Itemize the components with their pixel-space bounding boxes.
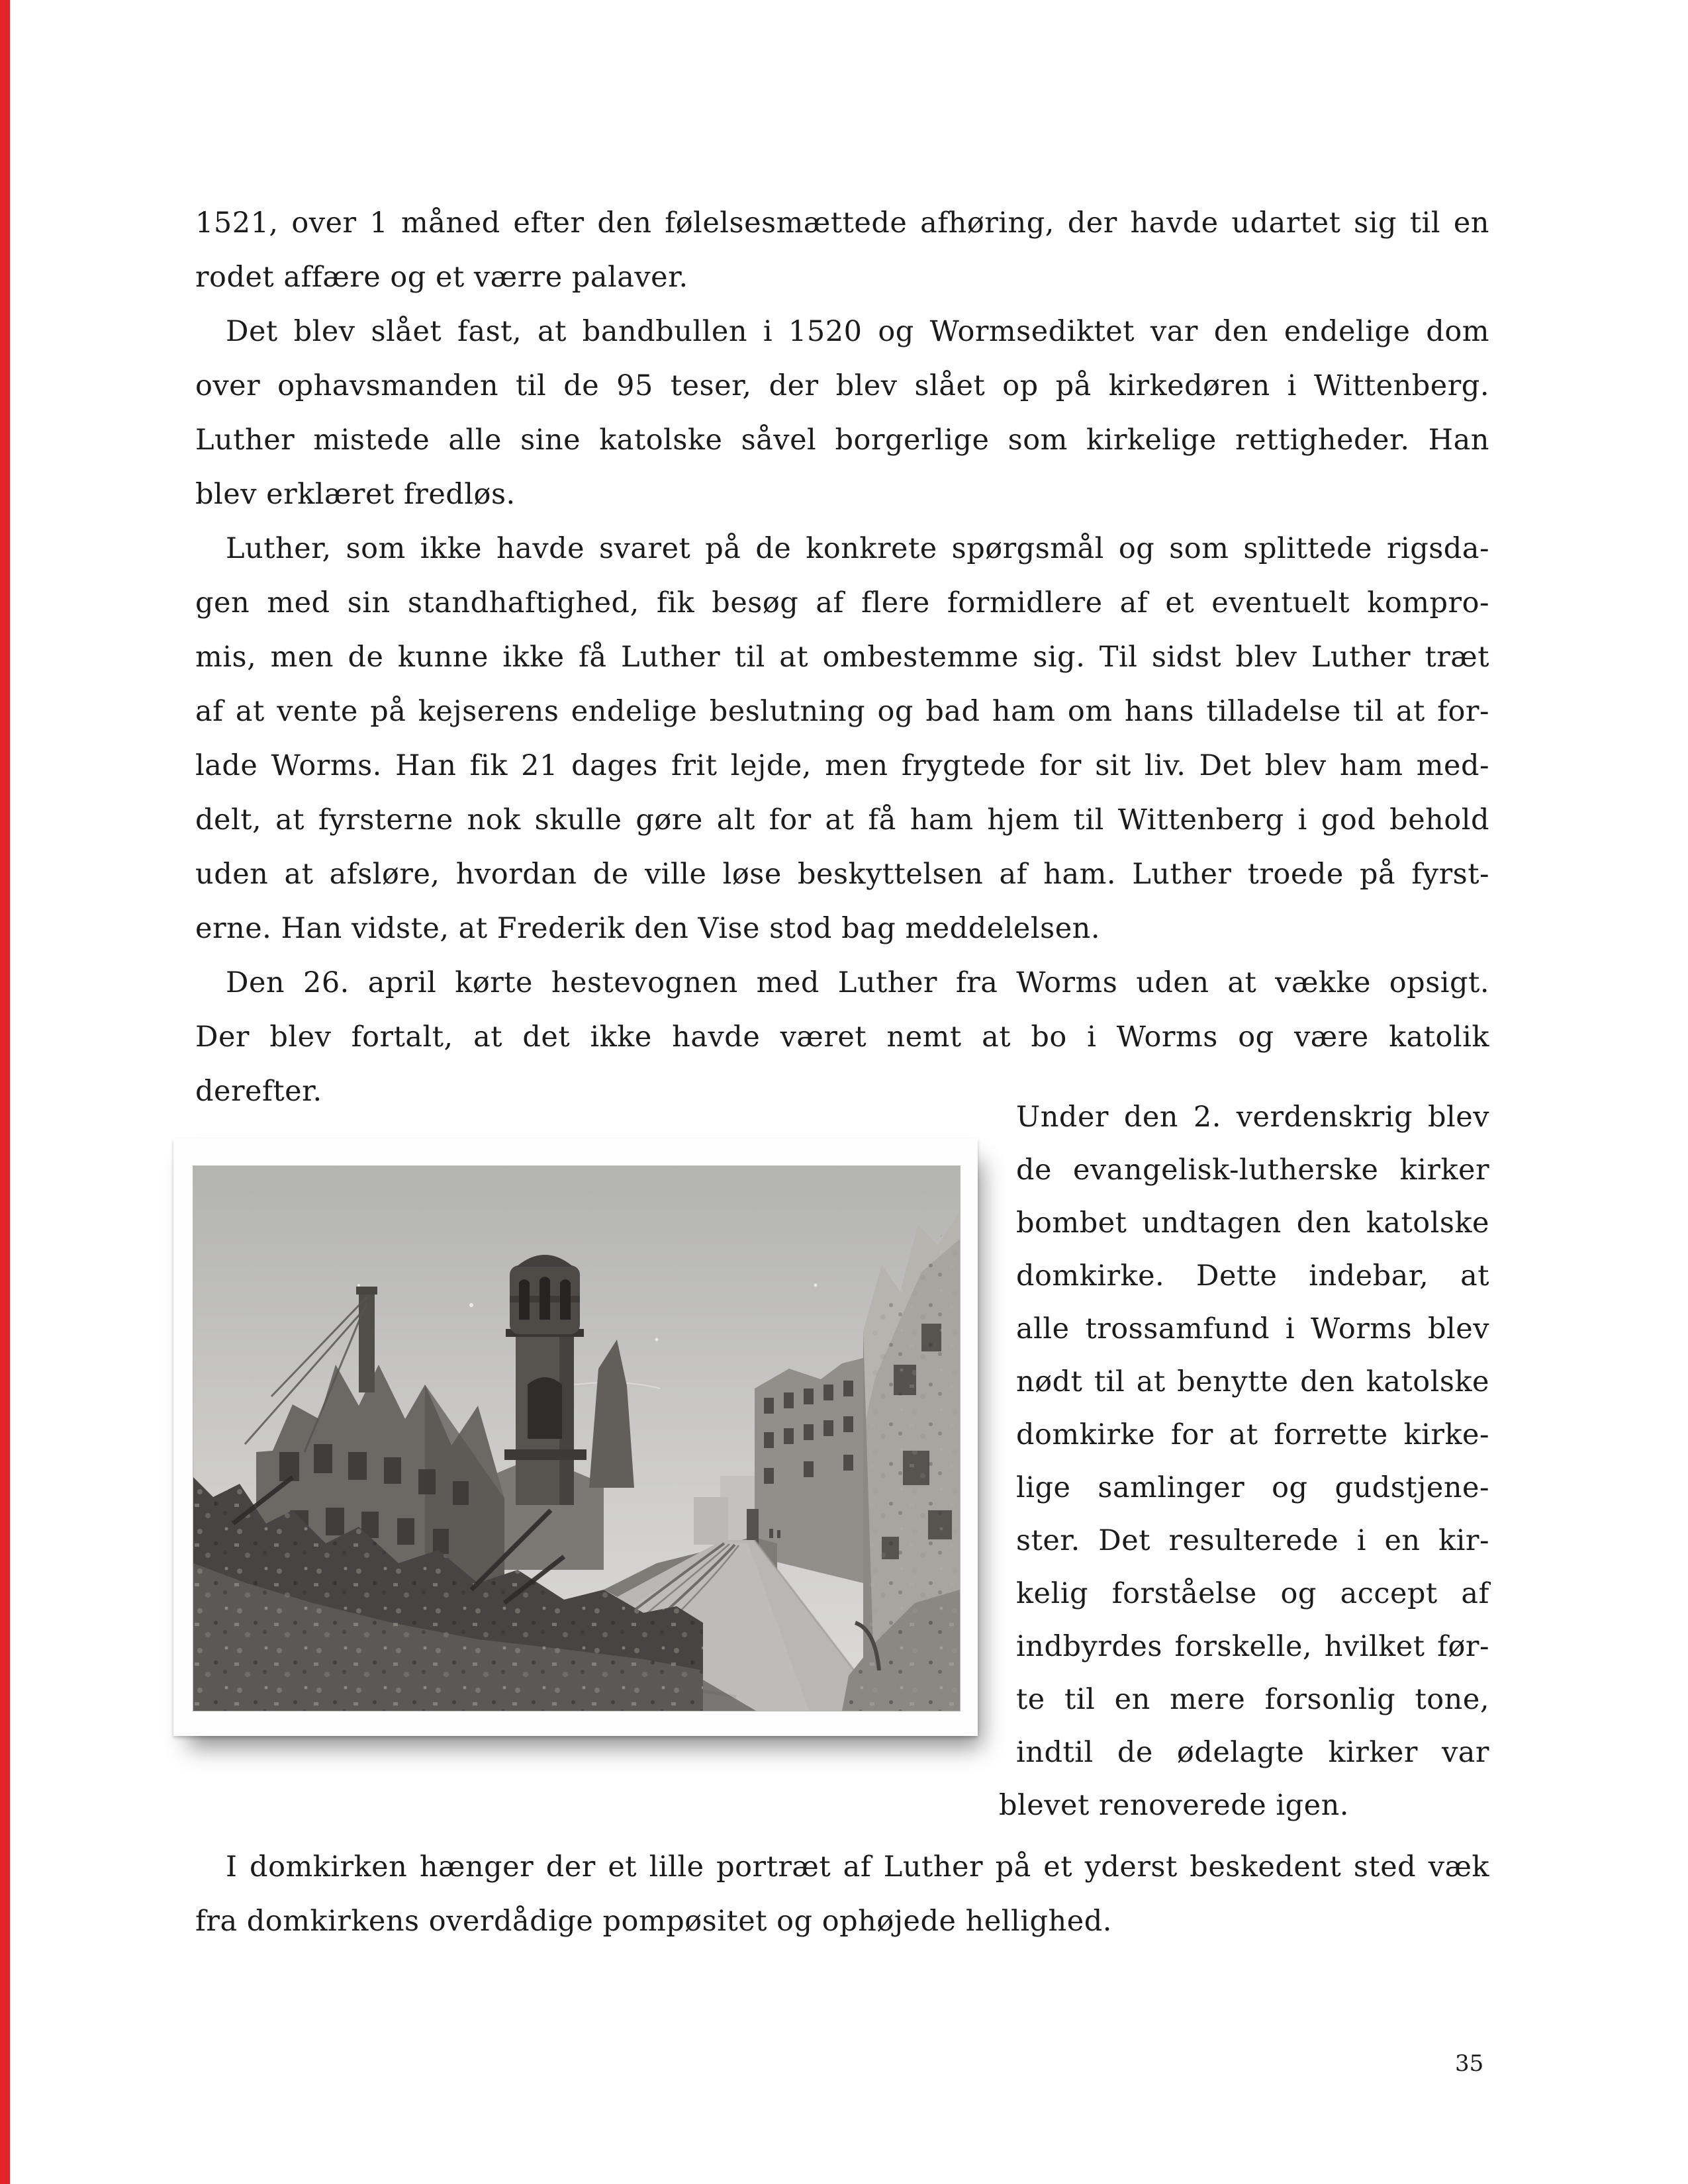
text-line: domkirke. Dette indebar, at <box>1016 1259 1489 1293</box>
text-line: af at vente på kejserens endelige beslutning og bad ham om hans tilladelse til at for- <box>195 695 1489 728</box>
text-line: bombet undtagen den katolske <box>1016 1206 1489 1240</box>
text-line: ster. Det resulterede i en kir- <box>1016 1524 1489 1557</box>
text-line: lige samlinger og gudstjene- <box>1016 1471 1489 1504</box>
text-line: derefter. <box>195 1075 322 1108</box>
text-line: Det blev slået fast, at bandbullen i 1520 og Wormsediktet var den endelige dom <box>226 315 1489 348</box>
text-line: 1521, over 1 måned efter den følelsesmættede afhøring, der havde udartet sig til en <box>195 206 1489 240</box>
photo-side-text-block <box>999 1091 1489 1832</box>
text-line: alle trossamfund i Worms blev <box>1016 1312 1489 1345</box>
text-line: mis, men de kunne ikke få Luther til at ombestemme sig. Til sidst blev Luther træt <box>195 641 1489 674</box>
closing-text-block <box>195 1840 1489 1948</box>
text-line: over ophavsmanden til de 95 teser, der blev slået op på kirkedøren i Wittenberg. <box>195 369 1489 402</box>
text-line: I domkirken hænger der et lille portræt af Luther på et yderst beskedent sted væk <box>226 1850 1489 1884</box>
photo-worms-ruins <box>173 1138 978 1736</box>
text-line: Den 26. april kørte hestevognen med Luther fra Worms uden at vække opsigt. <box>226 966 1489 999</box>
text-line: Under den 2. verdenskrig blev <box>1016 1101 1489 1134</box>
text-line: te til en mere forsonlig tone, <box>1016 1683 1489 1716</box>
text-line: nødt til at benytte den katolske <box>1016 1365 1489 1398</box>
text-line: lade Worms. Han fik 21 dages frit lejde, men frygtede for sit liv. Det blev ham med- <box>195 749 1489 782</box>
text-line: Der blev fortalt, at det ikke havde været nemt at bo i Worms og være katolik <box>195 1021 1489 1054</box>
text-line: kelig forståelse og accept af <box>1016 1577 1489 1610</box>
text-line: indbyrdes forskelle, hvilket før- <box>1016 1630 1489 1663</box>
text-line: delt, at fyrsterne nok skulle gøre alt for at få ham hjem til Wittenberg i god behold <box>195 803 1489 837</box>
spine-accent-stripe <box>0 0 10 2184</box>
text-line: Luther mistede alle sine katolske såvel borgerlige som kirkelige rettigheder. Han <box>195 424 1489 457</box>
text-line: uden at afsløre, hvordan de ville løse beskyttelsen af ham. Luther troede på fyrst- <box>195 858 1489 891</box>
text-line: rodet affære og et værre palaver. <box>195 261 688 294</box>
text-line: de evangelisk-lutherske kirker <box>1016 1154 1489 1187</box>
text-line: blevet renoverede igen. <box>999 1789 1349 1822</box>
text-line: fra domkirkens overdådige pompøsitet og ophøjede hellighed. <box>195 1905 1112 1938</box>
text-line: gen med sin standhaftighed, fik besøg af flere formidlere af et eventuelt kompro- <box>195 586 1489 619</box>
page-number: 35 <box>1455 2050 1484 2077</box>
text-line: Luther, som ikke havde svaret på de konkrete spørgsmål og som splittede rigsda- <box>226 532 1489 565</box>
body-text-block <box>195 196 1489 1118</box>
text-line: erne. Han vidste, at Frederik den Vise stod bag meddelelsen. <box>195 912 1101 945</box>
text-line: domkirke for at forrette kirke- <box>1016 1418 1489 1451</box>
text-line: indtil de ødelagte kirker var <box>1016 1736 1489 1769</box>
text-line: blev erklæret fredløs. <box>195 478 516 511</box>
ruined-city-photo <box>193 1166 960 1711</box>
